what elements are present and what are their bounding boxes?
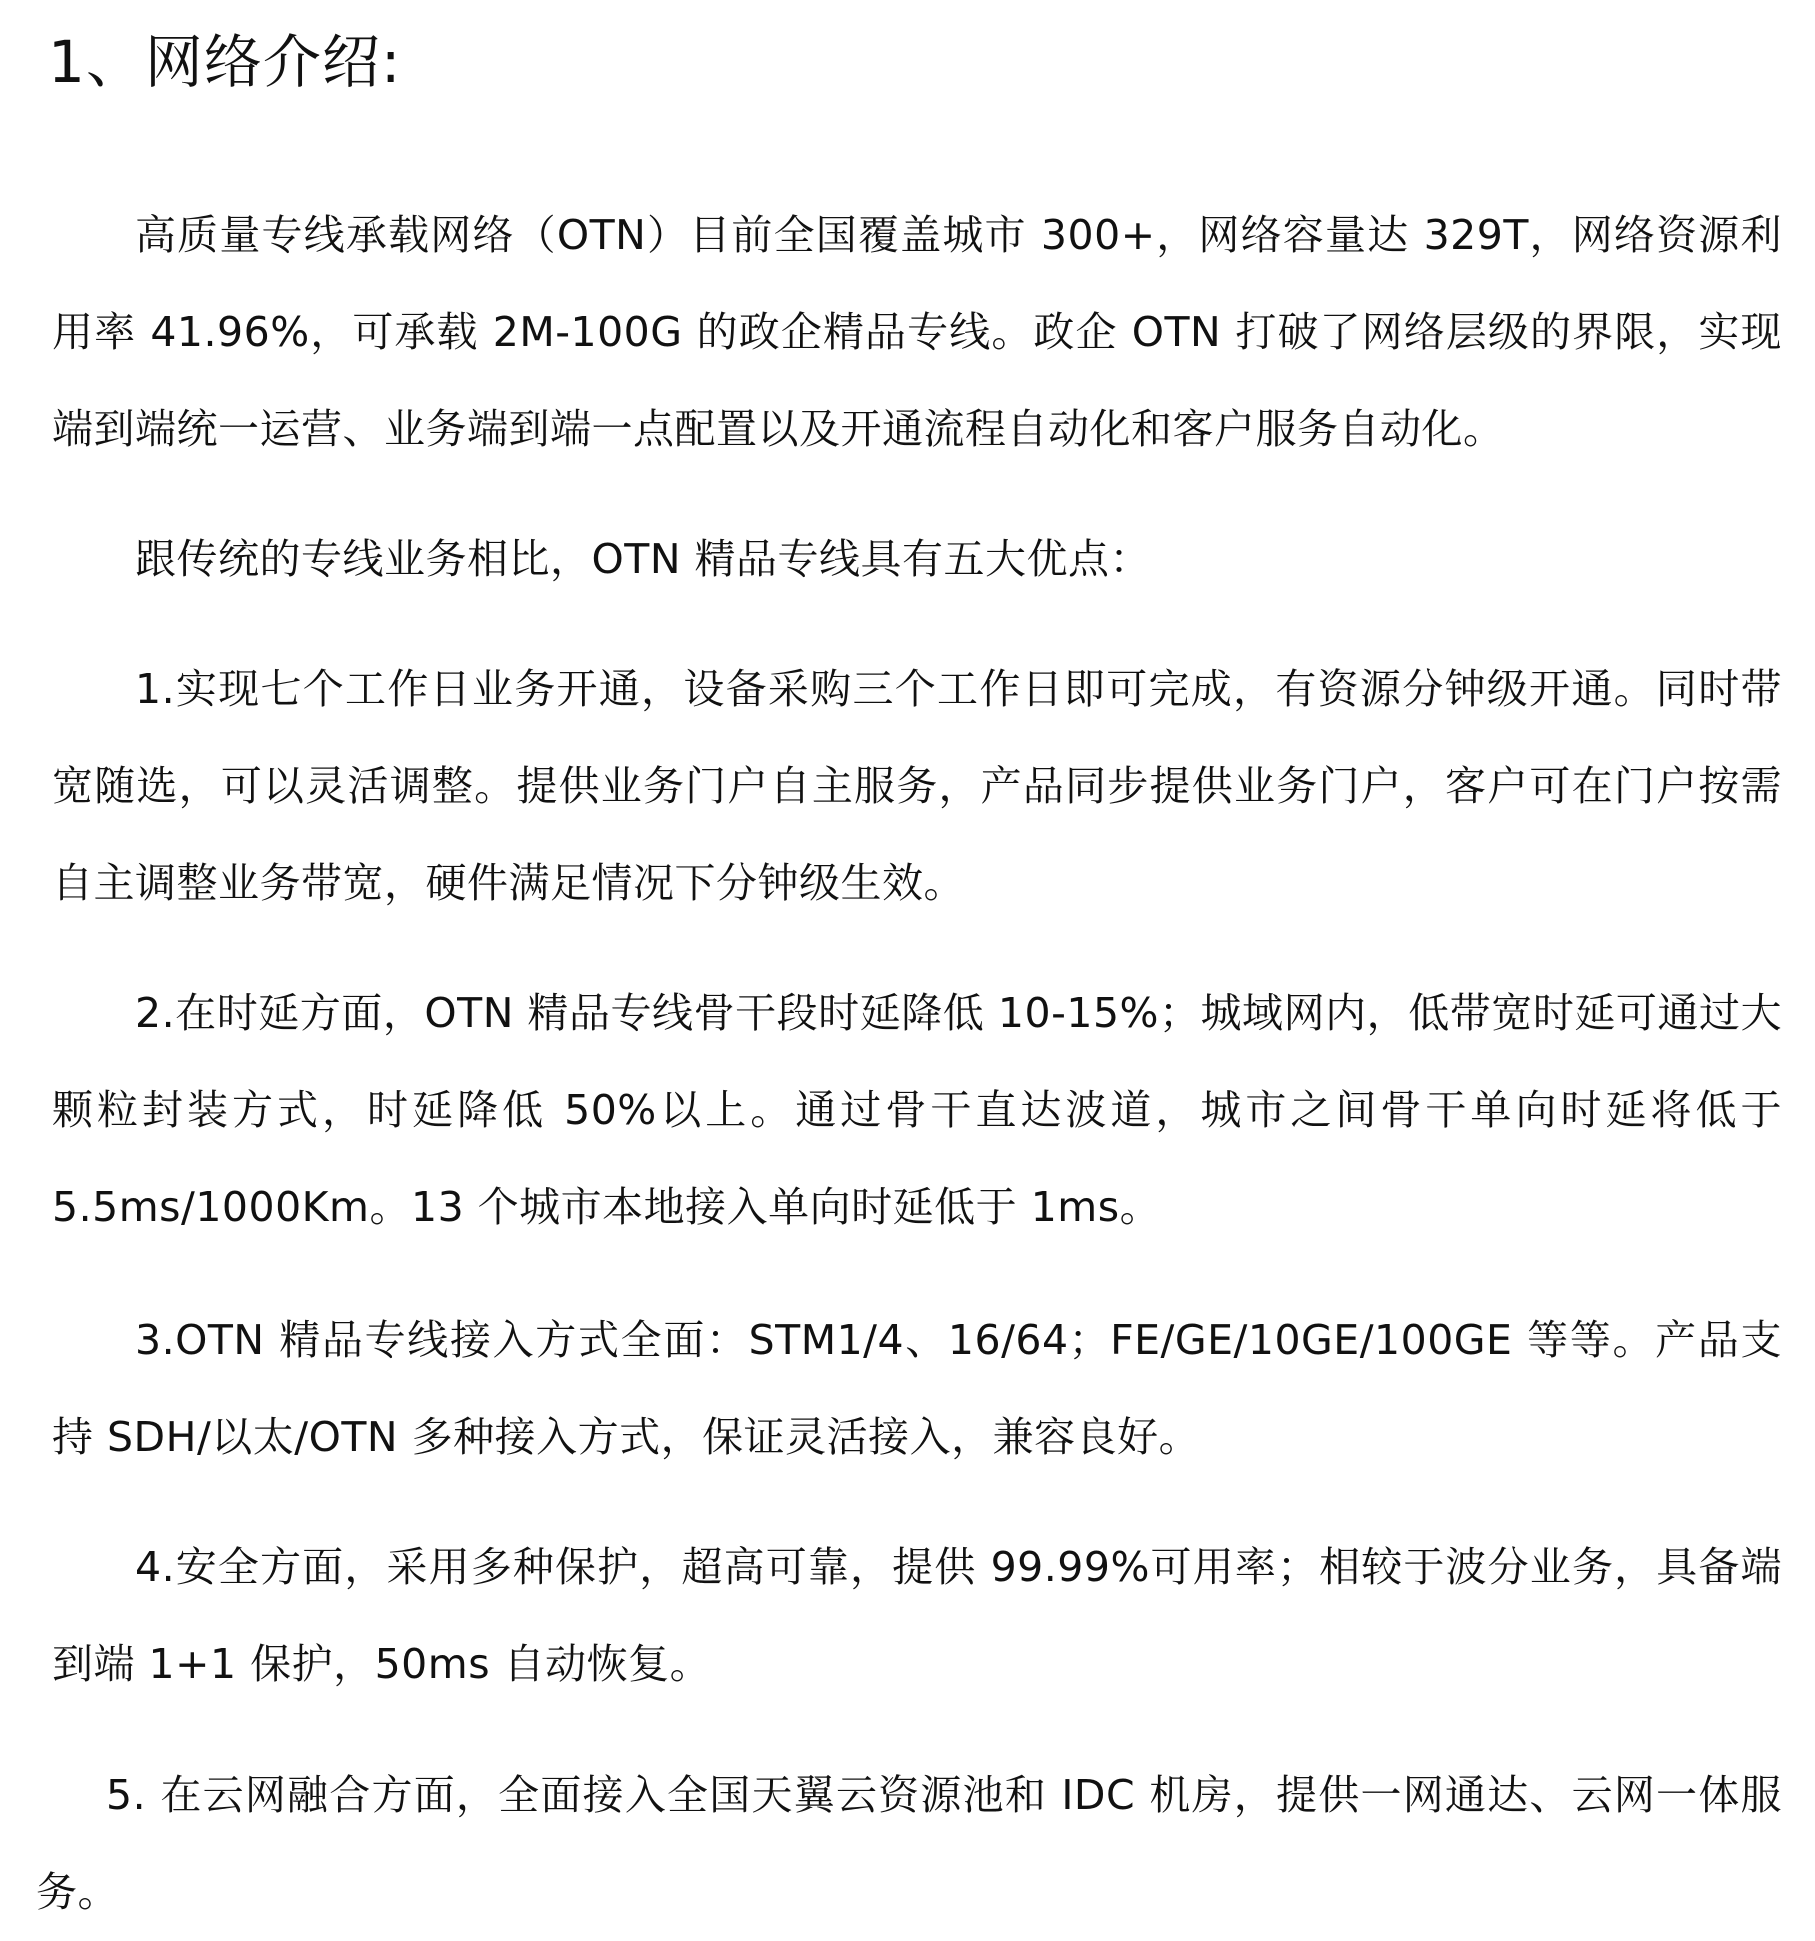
- paragraph-advantages-intro: 跟传统的专线业务相比，OTN 精品专线具有五大优点：: [135, 535, 1152, 583]
- section-heading: 1、网络介绍:: [48, 28, 402, 96]
- paragraph-advantage-4: 4.安全方面，采用多种保护，超高可靠，提供 99.99%可用率；相较于波分业务，具备端到端 1+1 保护，50ms 自动恢复。: [52, 1543, 1782, 1688]
- paragraph-network-overview: 高质量专线承载网络（OTN）目前全国覆盖城市 300+，网络容量达 329T，网络资源利用率 41.96%，可承载 2M-100G 的政企精品专线。政企 OTN 打破了网络层级的界限，实现端到端统一运营、业务端到端一点配置以及开通流程自动化和客户服务自动化。: [52, 211, 1782, 453]
- paragraph-advantage-2: 2.在时延方面，OTN 精品专线骨干段时延降低 10-15%；城域网内，低带宽时延可通过大颗粒封装方式，时延降低 50%以上。通过骨干直达波道，城市之间骨干单向时延将低于 5.5ms/1000Km。13 个城市本地接入单向时延低于 1ms。: [52, 989, 1782, 1231]
- paragraph-advantage-3: 3.OTN 精品专线接入方式全面：STM1/4、16/64；FE/GE/10GE/100GE 等等。产品支持 SDH/以太/OTN 多种接入方式，保证灵活接入，兼容良好。: [52, 1316, 1782, 1461]
- paragraph-advantage-5: 5. 在云网融合方面，全面接入全国天翼云资源池和 IDC 机房，提供一网通达、云网一体服务。: [36, 1771, 1782, 1916]
- paragraph-advantage-1: 1.实现七个工作日业务开通，设备采购三个工作日即可完成，有资源分钟级开通。同时带宽随选，可以灵活调整。提供业务门户自主服务，产品同步提供业务门户，客户可在门户按需自主调整业务带宽，硬件满足情况下分钟级生效。: [52, 665, 1782, 907]
